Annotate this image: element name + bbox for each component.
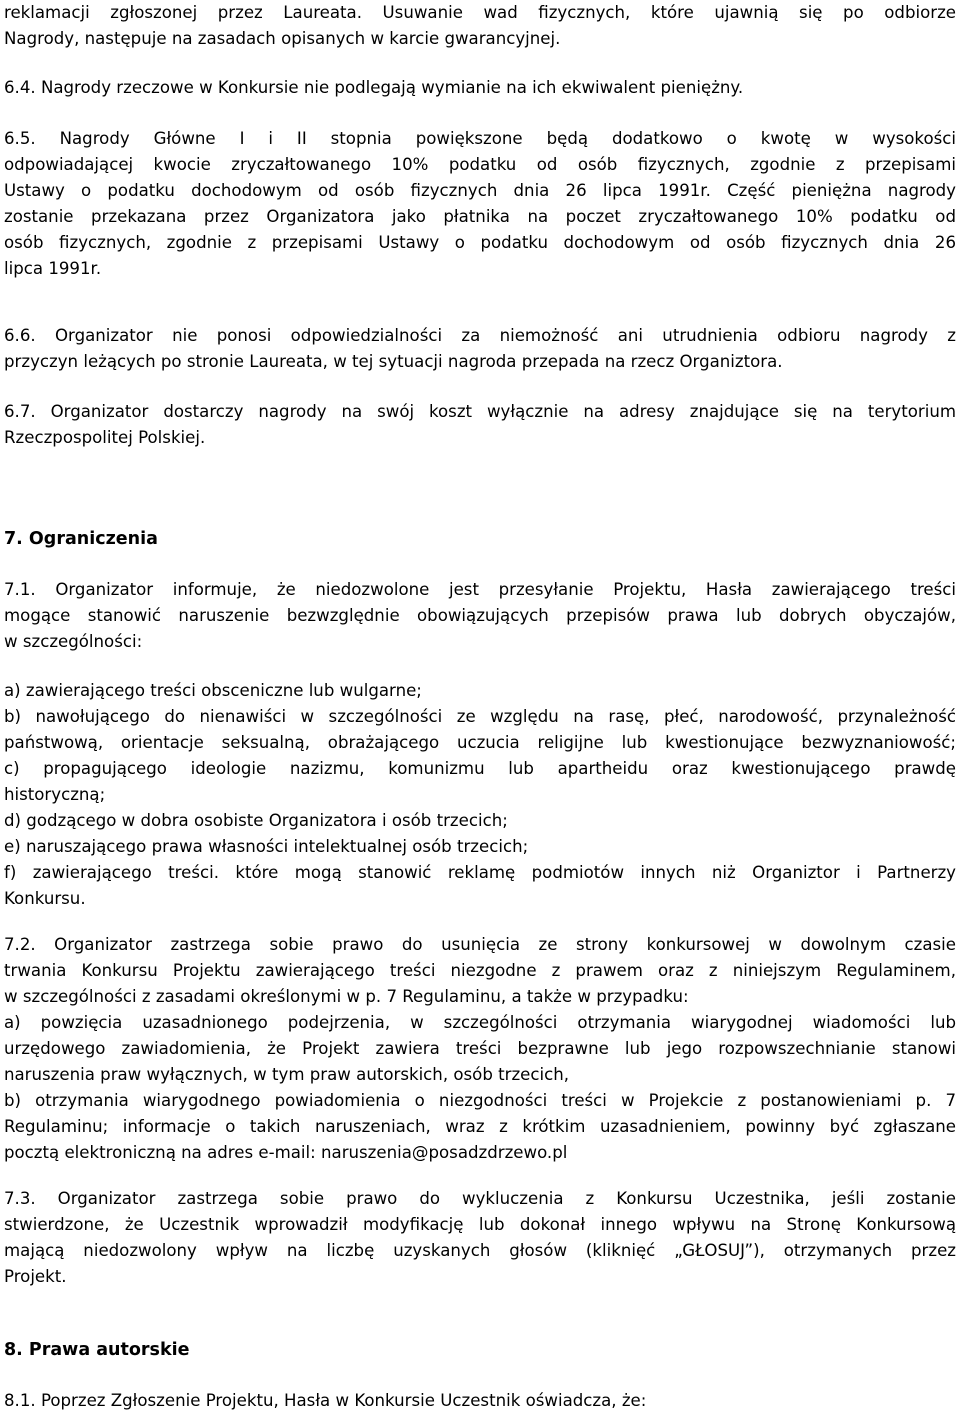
- text-line: osób fizycznych, zgodnie z przepisami Ustawy o podatku dochodowym od osób fizycznych dnia 26: [4, 233, 956, 252]
- text-line: przyczyn leżących po stronie Laureata, w tej sytuacji nagroda przepada na rzecz Organiztora.: [4, 352, 783, 371]
- text-line: pocztą elektroniczną na adres e-mail: naruszenia@posadzdrzewo.pl: [4, 1143, 568, 1162]
- text-line: trwania Konkursu Projektu zawierającego treści niezgodne z prawem oraz z niniejszym Regulaminem,: [4, 961, 956, 980]
- paragraph-7-3: [4, 1186, 956, 1290]
- paragraph-7-2: [4, 932, 956, 1166]
- list-item: państwową, orientacje seksualną, obrażającego uczucia religijne lub kwestionujące bezwyznaniowość;: [4, 733, 956, 752]
- list-7-1: [4, 678, 956, 912]
- text-line: 7.1. Organizator informuje, że niedozwolone jest przesyłanie Projektu, Hasła zawierającego treści: [4, 580, 956, 599]
- list-item: c) propagującego ideologie nazizmu, komunizmu lub apartheidu oraz kwestionującego prawdę: [4, 759, 956, 778]
- paragraph-8-1: [4, 1388, 956, 1414]
- text-line: Regulaminu; informacje o takich naruszeniach, wraz z krótkim uzasadnieniem, powinny być zgłaszane: [4, 1117, 956, 1136]
- text-line: odpowiadającej kwocie zryczałtowanego 10% podatku od osób fizycznych, zgodnie z przepisami: [4, 155, 956, 174]
- text-line: 6.4. Nagrody rzeczowe w Konkursie nie podlegają wymianie na ich ekwiwalent pieniężny.: [4, 78, 744, 97]
- text-line: b) otrzymania wiarygodnego powiadomienia o niezgodności treści w Projekcie z postanowieniami p. 7: [4, 1091, 956, 1110]
- text-line: reklamacji zgłoszonej przez Laureata. Usuwanie wad fizycznych, które ujawnią się po odbiorze: [4, 3, 956, 22]
- paragraph-6-7: [4, 399, 956, 451]
- text-line: w szczególności:: [4, 632, 143, 651]
- text-line: urzędowego zawiadomienia, że Projekt zawiera treści bezprawne lub jego rozpowszechnianie stanowi: [4, 1039, 956, 1058]
- text-line: w szczególności z zasadami określonymi w p. 7 Regulaminu, a także w przypadku:: [4, 987, 689, 1006]
- text-line: 6.5. Nagrody Główne I i II stopnia powiększone będą dodatkowo o kwotę w wysokości: [4, 129, 956, 148]
- text-line: stwierdzone, że Uczestnik wprowadził modyfikację lub dokonał innego wpływu na Stronę Konkursową: [4, 1215, 956, 1234]
- list-item: b) nawołującego do nienawiści w szczególności ze względu na rasę, płeć, narodowość, przynależność: [4, 707, 956, 726]
- list-item: d) godzącego w dobra osobiste Organizatora i osób trzecich;: [4, 811, 508, 830]
- paragraph-intro: [4, 0, 956, 52]
- text-line: zostanie przekazana przez Organizatora jako płatnika na poczet zryczałtowanego 10% podatku od: [4, 207, 956, 226]
- text-line: mogące stanowić naruszenie bezwzględnie obowiązujących przepisów prawa lub dobrych obyczajów,: [4, 606, 956, 625]
- text-line: 8.1. Poprzez Zgłoszenie Projektu, Hasła w Konkursie Uczestnik oświadcza, że:: [4, 1391, 647, 1410]
- text-line: 6.6. Organizator nie ponosi odpowiedzialności za niemożność ani utrudnienia odbioru nagrody z: [4, 326, 956, 345]
- text-line: mającą niedozwolony wpływ na liczbę uzyskanych głosów (kliknięć „GŁOSUJ”), otrzymanych przez: [4, 1241, 956, 1260]
- text-line: Rzeczpospolitej Polskiej.: [4, 428, 206, 447]
- paragraph-6-5: [4, 126, 956, 282]
- text-line: Ustawy o podatku dochodowym od osób fizycznych dnia 26 lipca 1991r. Część pieniężna nagrody: [4, 181, 956, 200]
- text-line: 6.7. Organizator dostarczy nagrody na swój koszt wyłącznie na adresy znajdujące się na terytorium: [4, 402, 956, 421]
- text-line: a) powzięcia uzasadnionego podejrzenia, w szczególności otrzymania wiarygodnej wiadomości lub: [4, 1013, 956, 1032]
- list-item: f) zawierającego treści. które mogą stanowić reklamę podmiotów innych niż Organiztor i Partnerzy: [4, 863, 956, 882]
- text-line: lipca 1991r.: [4, 259, 102, 278]
- text-line: 7.2. Organizator zastrzega sobie prawo do usunięcia ze strony konkursowej w dowolnym czasie: [4, 935, 956, 954]
- text-line: 7.3. Organizator zastrzega sobie prawo do wykluczenia z Konkursu Uczestnika, jeśli zostanie: [4, 1189, 956, 1208]
- section-heading-7: 7. Ograniczenia: [4, 529, 158, 549]
- paragraph-7-1: [4, 577, 956, 655]
- list-item: e) naruszającego prawa własności intelektualnej osób trzecich;: [4, 837, 529, 856]
- list-item: Konkursu.: [4, 889, 86, 908]
- paragraph-6-4: [4, 75, 956, 101]
- text-line: Nagrody, następuje na zasadach opisanych w karcie gwarancyjnej.: [4, 29, 561, 48]
- text-line: Projekt.: [4, 1267, 67, 1286]
- paragraph-6-6: [4, 323, 956, 375]
- list-item: a) zawierającego treści obsceniczne lub wulgarne;: [4, 681, 422, 700]
- text-line: naruszenia praw wyłącznych, w tym praw autorskich, osób trzecich,: [4, 1065, 570, 1084]
- section-heading-8: 8. Prawa autorskie: [4, 1340, 190, 1360]
- list-item: historyczną;: [4, 785, 106, 804]
